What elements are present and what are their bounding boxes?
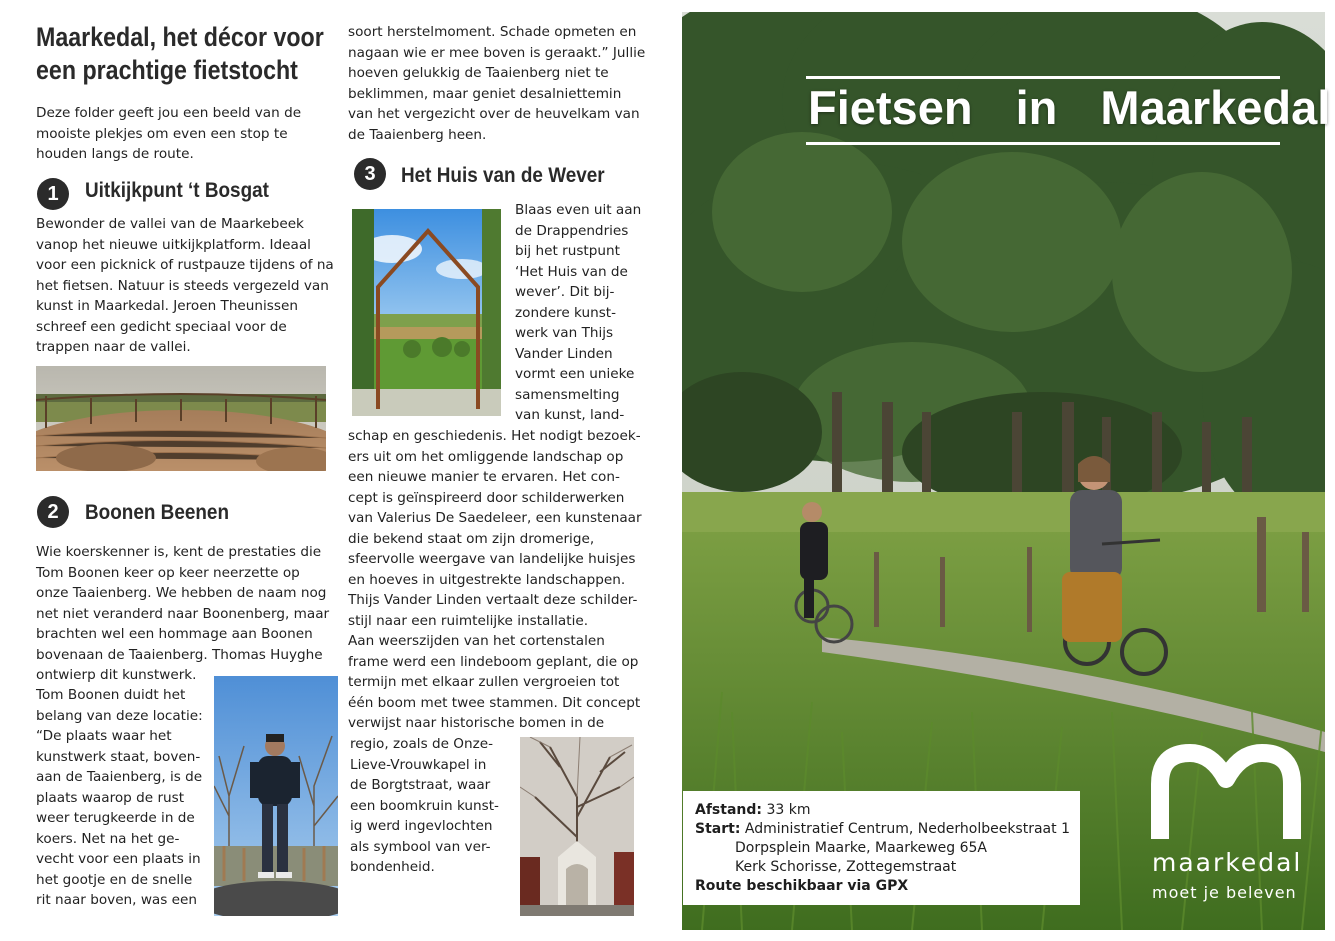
section-text-1: Bewonder de vallei van de Maarkebeek vanop het nieuwe uitkijkplatform. Ideaal voor een picknick of rustpauze tijdens of na het fietsen. Natuur is steeds vergezeld van kunst in Maarkedal. Jeroen Theunissen schreef een gedicht speciaal voor de trappen naar de vallei.	[36, 216, 334, 355]
boonen-artwork-photo	[214, 676, 338, 916]
section-text-2: Wie koerskenner is, kent de prestaties die Tom Boonen keer op keer neerzette op onze Taaienberg. We hebben de naam nog net niet veranderd naar Boonenberg, maar brachten wel een hommage aan Boonen bovenaan de Taaienberg. Thomas Huyghe ontwierp dit kunstwerk.	[36, 544, 330, 683]
section-number-1: 1	[37, 178, 69, 210]
section-text-2-narrow: Tom Boonen duidt het belang van deze locatie: “De plaats waar het kunstwerk staat, boven- aan de Taaienberg, is de plaats waarop de rust weer terugkeerde in de koers. Net na het ge- vecht voor een plaats in het gootje en de snelle rit naar boven, was een	[36, 687, 203, 908]
logo-wordmark: maarkedal	[1152, 848, 1303, 877]
viewpoint-platform-photo	[36, 366, 326, 471]
gpx-note: Route beschikbaar via GPX	[695, 878, 909, 894]
start-location-3: Kerk Schorisse, Zottegemstraat	[735, 859, 957, 875]
logo-m-icon	[1150, 739, 1302, 843]
distance-value: 33 km	[766, 802, 811, 818]
section-text-3-wide: schap en geschiedenis. Het nodigt bezoek- ers uit om het omliggende landschap op een nieuwe manier te ervaren. Het con- cept is geïnspireerd door schilderwerken van Valerius De Saedeleer, een kunstenaar die bekend staat om zijn dromerige, sfeervolle weergave van landelijke huisjes en hoeves in uitgestrekte landschappen. Thijs Vander Linden vertaalt deze schilder- stijl naar een ruimtelijke installatie. Aan weerszijden van het cortenstalen frame werd een lindeboom geplant, die op termijn met elkaar zullen vergroeien tot één boom met twee stammen. Dit concept verwijst naar historische bomen in de	[348, 428, 642, 731]
start-location-1: Administratief Centrum, Nederholbeekstraat 1	[744, 821, 1070, 837]
section-number-2: 2	[37, 496, 69, 528]
page-title: Maarkedal, het décor voor een prachtige fietstocht	[36, 22, 324, 85]
section-text-3-narrow-2: regio, zoals de Onze- Lieve-Vrouwkapel in de Borgtstraat, waar een boomkruin kunst- ig werd ingevlochten als symbool van ver- bondenheid.	[350, 736, 499, 875]
chapel-tree-photo	[520, 737, 634, 916]
intro-text: Deze folder geeft jou een beeld van de mooiste plekjes om even een stop te houden langs de route.	[36, 105, 302, 162]
section-text-3-narrow: Blaas even uit aan de Drappendries bij het rustpunt ‘Het Huis van de wever’. Dit bij- zondere kunst- werk van Thijs Vander Linden vormt een unieke samensmelting van kunst, land-	[515, 202, 642, 423]
cover-title: Fietsen in Maarkedal	[808, 81, 1331, 134]
start-label: Start:	[695, 821, 741, 837]
title-rule-bottom	[806, 142, 1280, 145]
route-info-box	[683, 791, 1080, 905]
section-number-3: 3	[354, 158, 386, 190]
logo-tagline: moet je beleven	[1152, 883, 1297, 902]
continued-text: soort herstelmoment. Schade opmeten en nagaan wie er mee boven is geraakt.” Jullie hoeven gelukkig de Taaienberg niet te beklimmen, maar geniet desalniettemin van het vergezicht over de heuvelkam van de Taaienberg heen.	[348, 24, 646, 143]
start-location-2: Dorpsplein Maarke, Maarkeweg 65A	[735, 840, 988, 856]
section-heading-3: Het Huis van de Wever	[401, 163, 605, 187]
distance-label: Afstand:	[695, 802, 762, 818]
section-heading-1: Uitkijkpunt ‘t Bosgat	[85, 178, 269, 202]
title-rule-top	[806, 76, 1280, 79]
section-heading-2: Boonen Beenen	[85, 500, 230, 524]
weavers-house-photo	[352, 209, 501, 416]
